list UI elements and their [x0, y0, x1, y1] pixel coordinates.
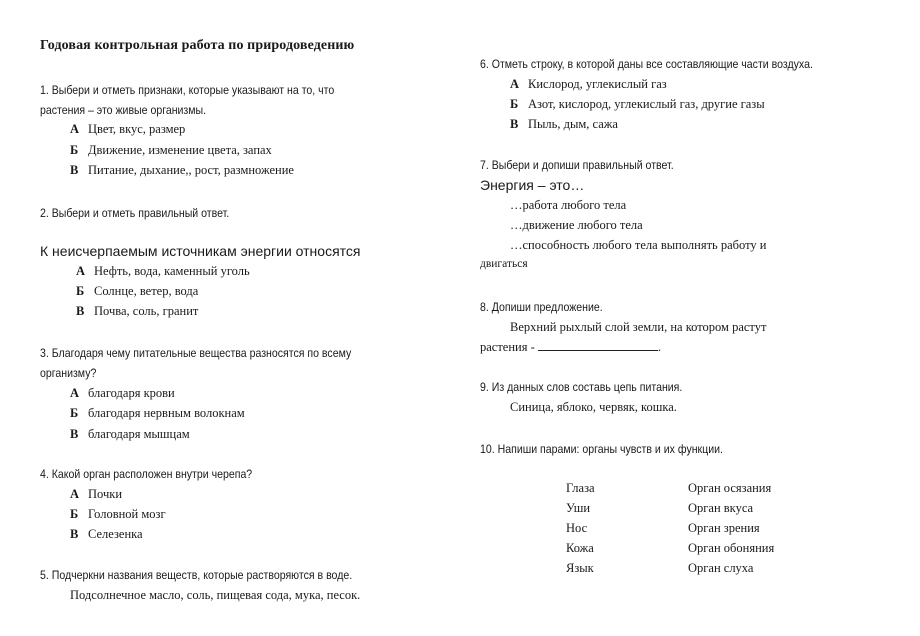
option-letter: В — [510, 117, 519, 131]
sense-organ-skin: Кожа — [566, 541, 594, 555]
question-7-option-2: …движение любого тела — [510, 218, 643, 232]
question-1-line-1: 1. Выбери и отметь признаки, которые указывают на то, что — [40, 83, 335, 97]
option-letter: В — [70, 527, 79, 541]
question-6-option-b — [510, 97, 765, 112]
organ-function-taste: Орган вкуса — [688, 501, 754, 515]
option-letter: А — [70, 386, 80, 400]
question-8-answer-line — [480, 340, 661, 355]
question-7-option-3-continued: двигаться — [480, 258, 528, 270]
question-2-stem: К неисчерпаемым источникам энергии относятся — [40, 243, 361, 259]
question-7-stem: Энергия – это… — [480, 177, 585, 193]
option-text: Селезенка — [88, 527, 143, 541]
option-letter: Б — [510, 97, 519, 111]
option-text: Кислород, углекислый газ — [528, 77, 667, 91]
option-text: Солнце, ветер, вода — [94, 284, 199, 298]
question-7-option-1: …работа любого тела — [510, 198, 627, 212]
question-3-option-b — [70, 406, 245, 421]
question-5-line-1: 5. Подчеркни названия веществ, которые растворяются в воде. — [40, 568, 353, 582]
question-2-option-c — [76, 304, 198, 319]
question-2-option-b — [76, 284, 198, 299]
question-10-line-1: 10. Напиши парами: органы чувств и их функции. — [480, 442, 723, 456]
option-letter: В — [76, 304, 85, 318]
option-letter: Б — [70, 406, 79, 420]
option-text: Нефть, вода, каменный уголь — [94, 264, 250, 278]
question-2-option-a — [76, 264, 250, 279]
sense-organ-nose: Нос — [566, 521, 588, 535]
option-letter: А — [510, 77, 520, 91]
option-letter: А — [70, 487, 80, 501]
question-4-option-c — [70, 527, 143, 542]
question-7-line-1: 7. Выбери и допиши правильный ответ. — [480, 158, 674, 172]
organ-function-touch: Орган осязания — [688, 481, 772, 495]
option-letter: Б — [70, 507, 79, 521]
worksheet-title: Годовая контрольная работа по природоведению — [40, 38, 355, 53]
organ-function-hearing: Орган слуха — [688, 561, 754, 575]
question-8-prefix: растения - — [480, 340, 535, 354]
option-letter: А — [76, 264, 86, 278]
sense-organ-eyes: Глаза — [566, 481, 595, 495]
option-text: благодаря нервным волокнам — [88, 406, 245, 420]
option-letter: В — [70, 427, 79, 441]
option-text: Головной мозг — [88, 507, 166, 521]
option-letter: Б — [70, 143, 79, 157]
option-text: Азот, кислород, углекислый газ, другие газы — [528, 97, 765, 111]
question-4-option-a — [70, 487, 122, 502]
option-text: благодаря мышцам — [88, 427, 190, 441]
question-4-line-1: 4. Какой орган расположен внутри черепа? — [40, 467, 253, 481]
option-letter: Б — [76, 284, 85, 298]
question-6-option-a — [510, 77, 667, 92]
question-1-option-a — [70, 122, 185, 137]
sense-organ-tongue: Язык — [566, 561, 594, 575]
question-6-line-1: 6. Отметь строку, в которой даны все составляющие части воздуха. — [480, 57, 813, 71]
question-6-option-c — [510, 117, 618, 132]
question-4-option-b — [70, 507, 166, 522]
option-letter: В — [70, 163, 79, 177]
question-5-word-list: Подсолнечное масло, соль, пищевая сода, мука, песок. — [70, 588, 361, 602]
question-8-line-1: 8. Допиши предложение. — [480, 300, 603, 314]
question-9-word-list: Синица, яблоко, червяк, кошка. — [510, 400, 677, 414]
sense-organ-ears: Уши — [566, 501, 591, 515]
question-9-line-1: 9. Из данных слов составь цепь питания. — [480, 380, 683, 394]
question-3-line-2: организму? — [40, 366, 97, 380]
answer-blank[interactable] — [538, 340, 658, 351]
question-2-line-1: 2. Выбери и отметь правильный ответ. — [40, 206, 230, 220]
option-text: Питание, дыхание,, рост, размножение — [88, 163, 294, 177]
question-1-option-b — [70, 143, 272, 158]
question-3-option-a — [70, 386, 175, 401]
organ-function-smell: Орган обоняния — [688, 541, 775, 555]
option-text: Почва, соль, гранит — [94, 304, 199, 318]
question-1-option-c — [70, 163, 294, 178]
question-7-option-3: …способность любого тела выполнять работу и — [510, 238, 767, 252]
question-8-sentence: Верхний рыхлый слой земли, на котором растут — [510, 320, 767, 334]
option-text: Пыль, дым, сажа — [528, 117, 618, 131]
option-letter: А — [70, 122, 80, 136]
question-8-suffix: . — [657, 340, 662, 354]
question-3-line-1: 3. Благодаря чему питательные вещества разносятся по всему — [40, 346, 352, 360]
option-text: Почки — [88, 487, 123, 501]
option-text: Цвет, вкус, размер — [88, 122, 186, 136]
organ-function-sight: Орган зрения — [688, 521, 760, 535]
question-3-option-c — [70, 427, 190, 442]
option-text: Движение, изменение цвета, запах — [88, 143, 272, 157]
option-text: благодаря крови — [88, 386, 175, 400]
question-1-line-2: растения – это живые организмы. — [40, 103, 207, 117]
